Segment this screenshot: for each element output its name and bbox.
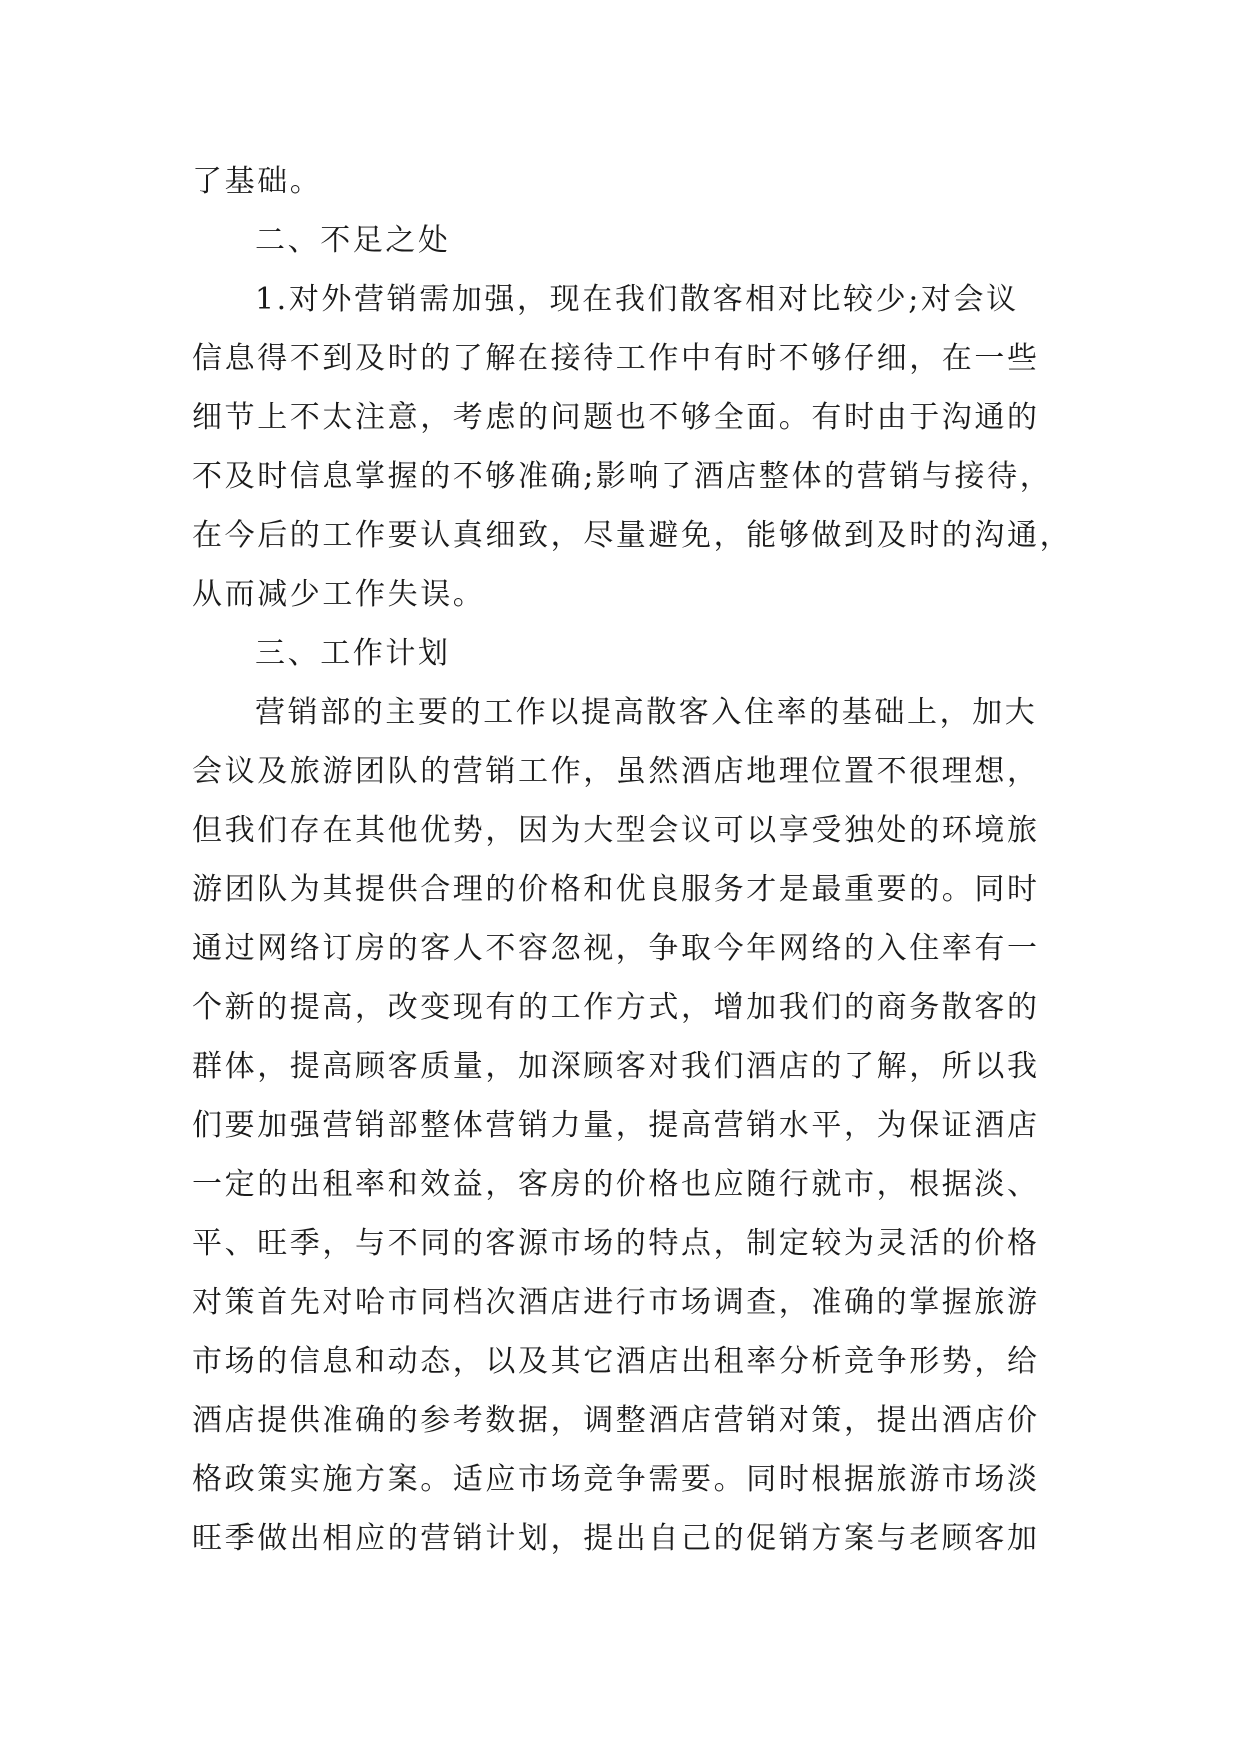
text-line: 会议及旅游团队的营销工作，虽然酒店地理位置不很理想， [192,754,1040,789]
text-line: 细节上不太注意，考虑的问题也不够全面。有时由于沟通的 [192,400,1040,435]
text-line: 1.对外营销需加强，现在我们散客相对比较少;对会议 [255,282,1019,317]
text-line: 营销部的主要的工作以提高散客入住率的基础上，加大 [255,695,1038,730]
text-line: 对策首先对哈市同档次酒店进行市场调查，准确的掌握旅游 [192,1285,1040,1320]
text-line: 一定的出租率和效益，客房的价格也应随行就市，根据淡、 [192,1167,1040,1202]
text-line: 们要加强营销部整体营销力量，提高营销水平，为保证酒店 [192,1108,1040,1143]
text-line: 但我们存在其他优势，因为大型会议可以享受独处的环境旅 [192,813,1040,848]
text-line: 个新的提高，改变现有的工作方式，增加我们的商务散客的 [192,990,1040,1025]
text-line: 市场的信息和动态，以及其它酒店出租率分析竞争形势，给 [192,1344,1040,1379]
document-body [192,152,1073,1568]
text-line: 三、工作计划 [255,636,451,671]
text-line: 二、不足之处 [255,223,451,258]
text-line: 从而减少工作失误。 [192,577,486,612]
text-line: 信息得不到及时的了解在接待工作中有时不够仔细，在一些 [192,341,1040,376]
text-line: 在今后的工作要认真细致，尽量避免，能够做到及时的沟通， [192,518,1073,553]
text-line: 旺季做出相应的营销计划，提出自己的促销方案与老顾客加 [192,1521,1040,1556]
text-line: 酒店提供准确的参考数据，调整酒店营销对策，提出酒店价 [192,1403,1040,1438]
text-line: 平、旺季，与不同的客源市场的特点，制定较为灵活的价格 [192,1226,1040,1261]
text-line: 通过网络订房的客人不容忽视，争取今年网络的入住率有一 [192,931,1040,966]
text-line: 游团队为其提供合理的价格和优良服务才是最重要的。同时 [192,872,1040,907]
text-line: 了基础。 [192,164,323,199]
text-line: 不及时信息掌握的不够准确;影响了酒店整体的营销与接待， [192,459,1053,494]
text-line: 群体，提高顾客质量，加深顾客对我们酒店的了解，所以我 [192,1049,1040,1084]
text-line: 格政策实施方案。适应市场竞争需要。同时根据旅游市场淡 [192,1462,1040,1497]
